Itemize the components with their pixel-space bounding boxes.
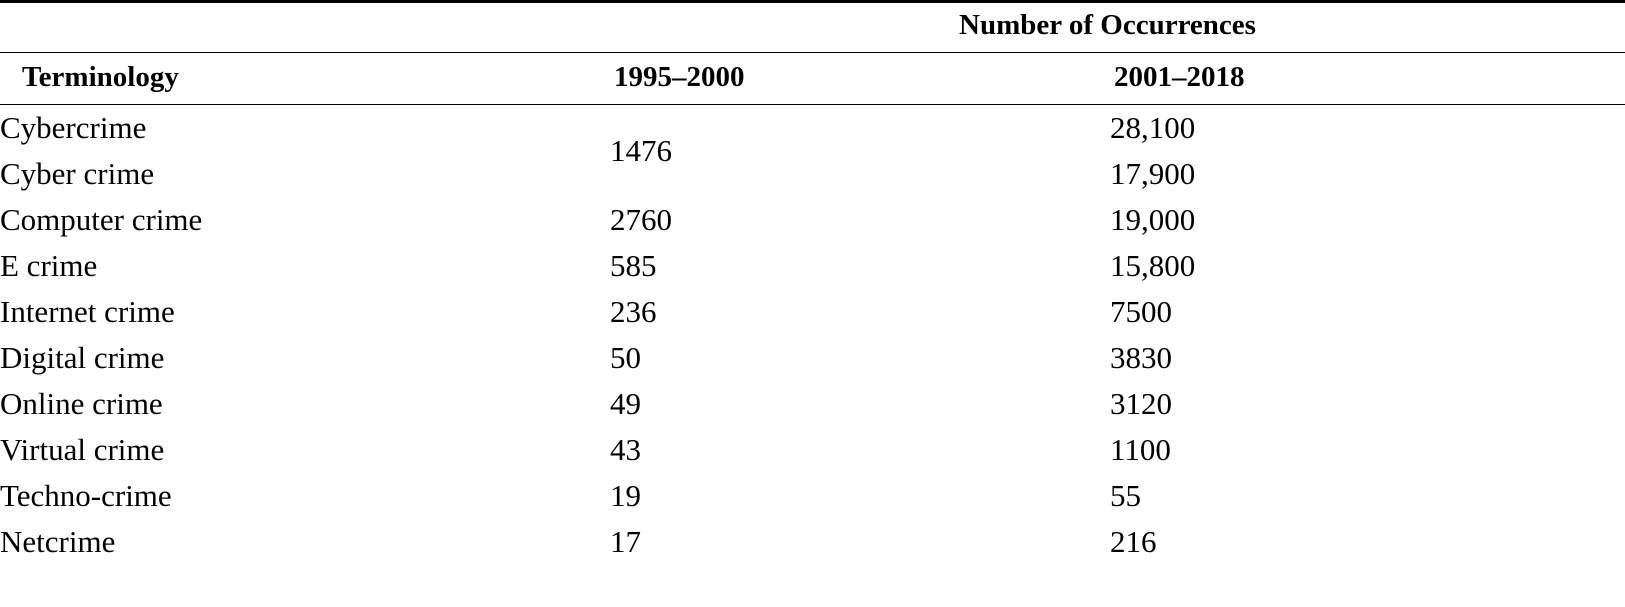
cell-terminology: Computer crime <box>0 202 203 237</box>
table-row <box>0 197 1625 243</box>
cell-period-2: 17,900 <box>1110 156 1196 191</box>
cell-period-1: 19 <box>610 478 641 513</box>
cell-period-1: 17 <box>610 524 641 559</box>
cell-period-2: 19,000 <box>1110 202 1196 237</box>
table-row <box>0 243 1625 289</box>
table-row <box>0 105 1625 151</box>
group-header-label: Number of Occurrences <box>959 9 1256 41</box>
cell-period-2: 15,800 <box>1110 248 1196 283</box>
cell-terminology: Netcrime <box>0 524 116 559</box>
cell-terminology: Cyber crime <box>0 156 155 191</box>
table-group-header-row <box>0 3 1625 53</box>
cell-period-2: 55 <box>1110 478 1141 513</box>
column-header-period-2: 2001–2018 <box>1114 61 1245 93</box>
table-row <box>0 289 1625 335</box>
cell-period-1: 2760 <box>610 202 672 237</box>
cell-terminology: Online crime <box>0 386 163 421</box>
cell-period-2: 1100 <box>1110 432 1171 467</box>
table-row <box>0 473 1625 519</box>
table-row <box>0 335 1625 381</box>
table-row <box>0 519 1625 565</box>
cell-period-1: 236 <box>610 294 657 329</box>
cell-period-1: 50 <box>610 340 641 375</box>
cell-period-2: 7500 <box>1110 294 1172 329</box>
column-header-terminology: Terminology <box>22 61 179 93</box>
cell-period-2: 216 <box>1110 524 1157 559</box>
cell-period-2: 3830 <box>1110 340 1172 375</box>
table-row <box>0 427 1625 473</box>
group-header-spacer <box>0 3 610 53</box>
cell-period-1: 1476 <box>610 133 672 168</box>
table-row <box>0 381 1625 427</box>
cell-period-1: 585 <box>610 248 657 283</box>
column-header-period-1: 1995–2000 <box>614 61 745 93</box>
cell-period-1: 43 <box>610 432 641 467</box>
cell-terminology: E crime <box>0 248 98 283</box>
cell-terminology: Internet crime <box>0 294 175 329</box>
cell-period-2: 3120 <box>1110 386 1172 421</box>
cell-terminology: Cybercrime <box>0 110 147 145</box>
table-body <box>0 105 1625 565</box>
cell-period-2: 28,100 <box>1110 110 1196 145</box>
table-header <box>0 2 1625 106</box>
cell-period-1: 49 <box>610 386 641 421</box>
table-column-header-row <box>0 53 1625 105</box>
cell-terminology: Digital crime <box>0 340 165 375</box>
cell-terminology: Virtual crime <box>0 432 165 467</box>
cell-terminology: Techno-crime <box>0 478 172 513</box>
